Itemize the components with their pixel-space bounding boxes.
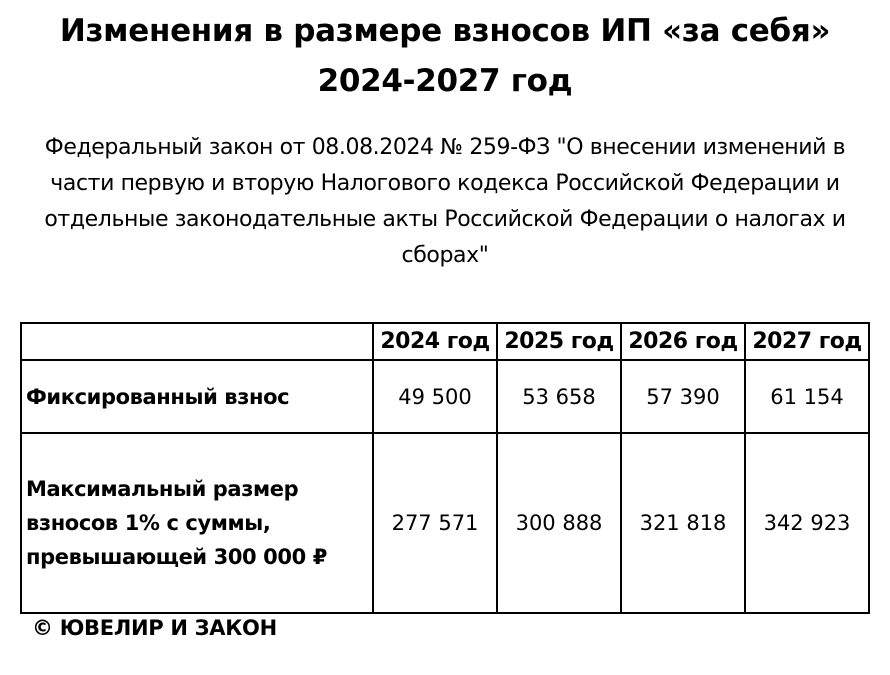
table-row-max-fee — [21, 433, 869, 613]
law-reference-line-3: отдельные законодательные акты Российской Федерации о налогах и — [44, 207, 846, 232]
title-line-1: Изменения в размере взносов ИП «за себя» — [59, 13, 831, 49]
law-reference-line-2: части первую и вторую Налогового кодекса Российской Федерации и — [50, 171, 840, 196]
fees-table — [20, 322, 870, 614]
cell-max-2024: 277 571 — [373, 433, 497, 613]
law-reference-line-1: Федеральный закон от 08.08.2024 № 259-ФЗ "О внесении изменений в — [44, 135, 846, 160]
cell-max-2027: 342 923 — [745, 433, 869, 613]
row-label-line: Максимальный размер — [26, 477, 299, 501]
law-reference-line-4: сборах" — [401, 243, 489, 268]
table-header-row — [21, 323, 869, 360]
title-line-2: 2024-2027 год — [317, 63, 573, 99]
row-label-line: взносов 1% с суммы, — [26, 511, 271, 535]
table-row-fixed-fee — [21, 360, 869, 433]
header-empty-cell — [21, 323, 373, 360]
row-label-fixed-fee — [21, 360, 373, 433]
cell-max-2026: 321 818 — [621, 433, 745, 613]
cell-fixed-2026: 57 390 — [621, 360, 745, 433]
header-year-2025: 2025 год — [497, 323, 621, 360]
cell-fixed-2027: 61 154 — [745, 360, 869, 433]
row-label-line: Фиксированный взнос — [26, 384, 290, 409]
cell-max-2025: 300 888 — [497, 433, 621, 613]
copyright-text: © ЮВЕЛИР И ЗАКОН — [32, 616, 277, 640]
header-year-2026: 2026 год — [621, 323, 745, 360]
law-reference — [20, 130, 870, 274]
page-title — [0, 6, 890, 106]
cell-fixed-2025: 53 658 — [497, 360, 621, 433]
row-label-line: превышающей 300 000 ₽ — [26, 545, 327, 569]
cell-fixed-2024: 49 500 — [373, 360, 497, 433]
row-label-max-fee — [21, 433, 373, 613]
header-year-2024: 2024 год — [373, 323, 497, 360]
header-year-2027: 2027 год — [745, 323, 869, 360]
